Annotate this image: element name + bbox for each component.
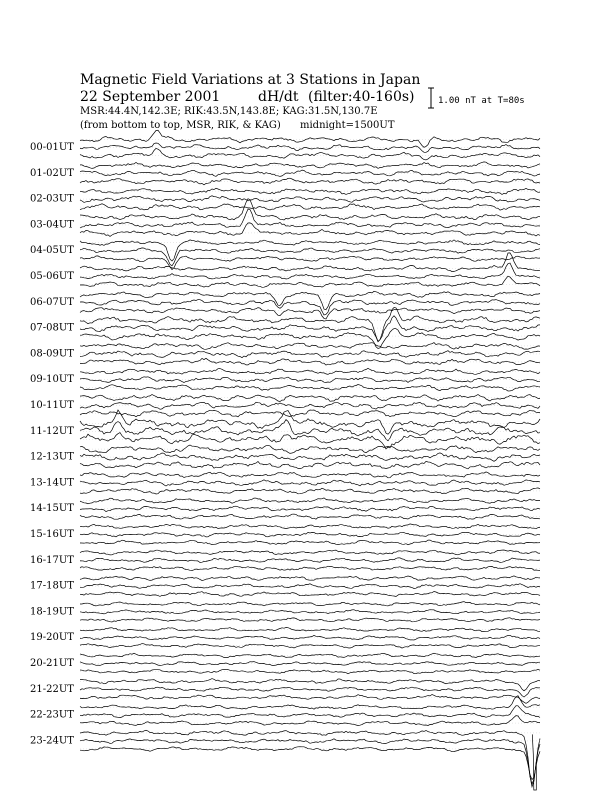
row-label: 03-04UT: [30, 219, 74, 231]
trace-kag-22-23UT: [80, 716, 540, 726]
trace-rik-18-19UT: [80, 610, 540, 614]
trace-rows: [80, 130, 540, 790]
chart-date: 22 September 2001: [80, 89, 221, 105]
trace-rik-11-12UT: [80, 420, 540, 441]
row-label: 02-03UT: [30, 193, 74, 205]
trace-rik-20-21UT: [80, 662, 540, 666]
trace-msr-23-24UT: [80, 730, 540, 787]
order-line: (from bottom to top, MSR, RIK, & KAG): [80, 120, 281, 131]
trace-msr-21-22UT: [80, 679, 540, 691]
chart-filter: (filter:40-160s): [308, 89, 415, 105]
trace-rik-07-08UT: [80, 316, 540, 342]
row-label: 00-01UT: [30, 142, 74, 153]
trace-kag-09-10UT: [80, 385, 540, 392]
row-label: 22-23UT: [30, 709, 74, 721]
trace-kag-05-06UT: [80, 276, 540, 287]
trace-msr-00-01UT: [80, 130, 540, 147]
trace-msr-02-03UT: [80, 188, 540, 194]
trace-msr-05-06UT: [80, 253, 540, 272]
row-label: 20-21UT: [30, 658, 74, 669]
trace-rik-14-15UT: [80, 506, 540, 511]
midnight-line: midnight=1500UT: [300, 120, 395, 131]
chart-quantity: dH/dt: [258, 89, 299, 105]
row-label: 13-14UT: [30, 477, 74, 489]
trace-rik-21-22UT: [80, 687, 540, 697]
trace-msr-06-07UT: [80, 291, 540, 309]
row-label: 17-18UT: [30, 580, 74, 592]
trace-rik-23-24UT: [80, 739, 540, 784]
trace-rik-08-09UT: [80, 351, 540, 358]
row-label: 23-24UT: [30, 735, 74, 747]
row-labels: [30, 142, 74, 746]
scale-bar: [428, 88, 525, 108]
row-label: 01-02UT: [30, 167, 74, 179]
trace-kag-23-24UT: [80, 747, 540, 780]
trace-rik-17-18UT: [80, 584, 540, 589]
row-label: 11-12UT: [30, 425, 74, 437]
row-label: 19-20UT: [30, 632, 74, 644]
row-label: 06-07UT: [30, 296, 74, 308]
stations-line: MSR:44.4N,142.3E; RIK:43.5N,143.8E; KAG:31.5N,130.7E: [80, 106, 378, 117]
trace-msr-03-04UT: [80, 199, 540, 220]
row-label: 21-22UT: [30, 683, 74, 695]
row-label: 14-15UT: [30, 503, 74, 515]
trace-kag-00-01UT: [80, 148, 540, 160]
row-label: 07-08UT: [30, 322, 74, 334]
trace-kag-01-02UT: [80, 178, 540, 185]
row-label: 10-11UT: [30, 400, 74, 411]
row-label: 05-06UT: [30, 271, 74, 282]
row-label: 04-05UT: [30, 245, 74, 257]
row-label: 15-16UT: [30, 529, 74, 540]
trace-msr-20-21UT: [80, 653, 540, 657]
trace-msr-12-13UT: [80, 445, 540, 453]
trace-msr-09-10UT: [80, 368, 540, 374]
trace-kag-21-22UT: [80, 695, 540, 704]
trace-kag-04-05UT: [80, 256, 540, 270]
trace-rik-10-11UT: [80, 402, 540, 409]
row-label: 18-19UT: [30, 606, 74, 618]
row-label: 08-09UT: [30, 348, 74, 360]
row-label: 09-10UT: [30, 374, 74, 386]
trace-kag-06-07UT: [80, 308, 540, 319]
chart-title: Magnetic Field Variations at 3 Stations in Japan: [80, 72, 421, 88]
trace-kag-07-08UT: [80, 329, 540, 349]
scale-label: 1.00 nT at T=80s: [438, 96, 525, 106]
trace-kag-08-09UT: [80, 358, 540, 365]
row-label: 12-13UT: [30, 451, 74, 463]
trace-msr-10-11UT: [80, 395, 540, 402]
row-label: 16-17UT: [30, 554, 74, 566]
trace-msr-04-05UT: [80, 240, 540, 261]
